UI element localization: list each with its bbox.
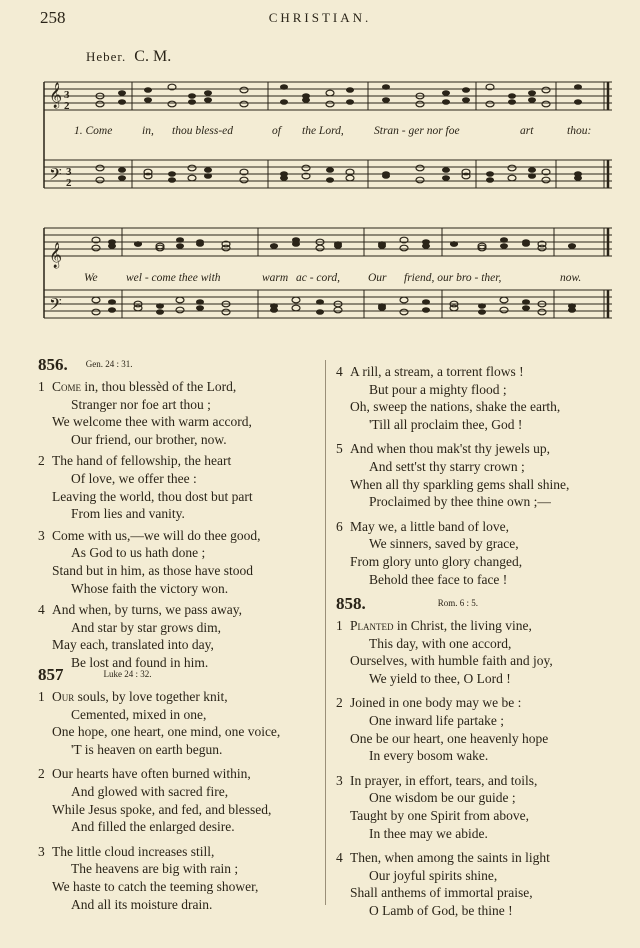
note-head xyxy=(346,175,354,181)
line: May we, a little band of love, xyxy=(350,518,509,534)
note-head xyxy=(204,167,212,173)
note-head xyxy=(382,84,390,90)
time-signature: 3 xyxy=(64,89,70,101)
note-head xyxy=(416,177,424,183)
note-head xyxy=(92,297,100,303)
line: Stranger nor foe art thou ; xyxy=(71,396,211,412)
note-head xyxy=(280,99,288,105)
line: souls, by love together knit, xyxy=(74,689,228,704)
note-head xyxy=(538,309,546,315)
music-score xyxy=(0,0,640,340)
lyric-2d: ac - cord, xyxy=(296,272,340,284)
line: Our friend, our brother, now. xyxy=(71,431,227,447)
note-head xyxy=(326,167,334,173)
lyric-2a: We xyxy=(84,272,98,284)
treble-clef-2: 𝄞 xyxy=(49,243,63,268)
stanza xyxy=(38,452,260,522)
line: Our joyful spirits shine, xyxy=(369,867,498,883)
note-head xyxy=(96,165,104,171)
lyric-1b: in, xyxy=(142,125,154,137)
lyric-1e: the Lord, xyxy=(302,125,344,137)
line: O Lamb of God, be thine ! xyxy=(369,902,513,918)
note-head xyxy=(188,165,196,171)
note-head xyxy=(92,245,100,251)
note-head xyxy=(270,307,278,313)
verse-number: 2 xyxy=(336,695,343,711)
lyric-2b: wel - come thee with xyxy=(126,272,221,284)
note-head xyxy=(302,165,310,171)
first-word: Planted xyxy=(350,618,394,633)
note-head xyxy=(96,177,104,183)
line: And star by star grows dim, xyxy=(71,619,221,635)
scripture-ref: Rom. 6 : 5. xyxy=(437,598,479,608)
line: One inward life partake ; xyxy=(369,712,504,728)
note-head xyxy=(118,175,126,181)
note-head xyxy=(508,165,516,171)
note-head xyxy=(326,177,334,183)
note-head xyxy=(292,305,300,311)
note-head xyxy=(486,177,494,183)
stanza xyxy=(38,688,280,758)
hymn-number: 856. xyxy=(38,355,68,374)
line: We haste to catch the teeming shower, xyxy=(52,878,259,894)
note-head xyxy=(96,101,104,107)
note-head xyxy=(196,299,204,305)
lyric-2g: now. xyxy=(560,272,582,284)
lyric-2f: friend, our bro - ther, xyxy=(404,272,502,284)
note-head xyxy=(326,101,334,107)
line: Leaving the world, thou dost but part xyxy=(52,488,253,504)
note-head xyxy=(156,309,164,315)
stanza xyxy=(336,694,553,764)
stanza xyxy=(38,378,260,448)
lyric-1d: of xyxy=(272,125,281,137)
line: From glory unto glory changed, xyxy=(350,553,523,569)
verse-number: 4 xyxy=(336,850,343,866)
note-head xyxy=(574,175,582,181)
stanza xyxy=(336,849,553,919)
note-head xyxy=(522,305,530,311)
running-title: CHRISTIAN. xyxy=(268,10,372,25)
note-head xyxy=(422,299,430,305)
note-head xyxy=(270,243,278,249)
note-head xyxy=(450,305,458,311)
note-head xyxy=(334,243,342,249)
line: And sett'st thy starry crown ; xyxy=(369,458,525,474)
note-head xyxy=(416,165,424,171)
note-head xyxy=(542,101,550,107)
lyric-2e: Our xyxy=(368,272,387,284)
note-head xyxy=(134,241,142,247)
scripture-ref: Gen. 24 : 31. xyxy=(85,359,133,369)
line: 'Till all proclaim thee, God ! xyxy=(369,416,523,432)
line: Then, when among the saints in light xyxy=(350,850,550,866)
line: We sinners, saved by grace, xyxy=(369,536,519,552)
hymn-856-continued xyxy=(336,360,569,588)
note-head xyxy=(188,93,196,99)
note-head xyxy=(240,87,248,93)
note-head xyxy=(478,303,486,309)
note-head xyxy=(400,309,408,315)
note-head xyxy=(118,90,126,96)
note-head xyxy=(240,177,248,183)
line: Proclaimed by thee thine own ;— xyxy=(369,494,551,510)
verse-number: 3 xyxy=(38,527,45,543)
first-word: Our xyxy=(52,689,75,704)
note-head xyxy=(542,87,550,93)
note-head xyxy=(280,175,288,181)
verse-number: 1 xyxy=(38,689,45,704)
time-signature-bass-lower: 2 xyxy=(66,177,72,189)
note-head xyxy=(486,171,494,177)
treble-clef: 𝄞 xyxy=(49,83,63,108)
note-head xyxy=(168,177,176,183)
line: And all its moisture drain. xyxy=(71,896,213,912)
note-head xyxy=(196,305,204,311)
note-head xyxy=(204,97,212,103)
note-head xyxy=(316,245,324,251)
line: In prayer, in effort, tears, and toils, xyxy=(350,772,538,788)
line: In every bosom wake. xyxy=(369,748,489,764)
note-head xyxy=(378,241,386,247)
note-head xyxy=(326,90,334,96)
line: The hand of fellowship, the heart xyxy=(52,453,232,469)
verse-number: 3 xyxy=(38,843,45,859)
note-head xyxy=(528,167,536,173)
line: in Christ, the living vine, xyxy=(393,618,532,633)
note-head xyxy=(500,243,508,249)
note-head xyxy=(92,309,100,315)
note-head xyxy=(542,177,550,183)
verse-number: 3 xyxy=(336,772,343,788)
stanza xyxy=(336,772,553,842)
line: Be lost and found in him. xyxy=(71,654,209,670)
note-head xyxy=(382,173,390,179)
line: The heavens are big with rain ; xyxy=(71,861,239,877)
hymn-number: 858. xyxy=(336,594,366,613)
line: And when thou mak'st thy jewels up, xyxy=(350,441,551,457)
note-head xyxy=(574,84,582,90)
line: And when, by turns, we pass away, xyxy=(52,602,242,618)
note-head xyxy=(378,305,386,311)
note-head xyxy=(108,299,116,305)
hymn-number: 857 xyxy=(38,665,64,684)
column-rule xyxy=(325,360,326,905)
note-head xyxy=(176,307,184,313)
note-head xyxy=(188,175,196,181)
note-head xyxy=(450,241,458,247)
line: One hope, one heart, one mind, one voice, xyxy=(52,724,281,740)
first-word: Come xyxy=(52,379,82,394)
line: We welcome thee with warm accord, xyxy=(52,414,252,430)
note-head xyxy=(346,87,354,93)
note-head xyxy=(144,87,152,93)
note-head xyxy=(118,167,126,173)
page-number: 258 xyxy=(40,8,66,27)
note-head xyxy=(500,307,508,313)
note-head xyxy=(508,99,516,105)
note-head xyxy=(568,243,576,249)
note-head xyxy=(176,243,184,249)
note-head xyxy=(522,241,530,247)
line: A rill, a stream, a torrent flows ! xyxy=(350,364,524,379)
verse-number: 2 xyxy=(38,766,45,782)
line: And glowed with sacred fire, xyxy=(71,783,229,799)
line: Our hearts have often burned within, xyxy=(52,766,251,782)
line: And filled the enlarged desire. xyxy=(71,819,235,835)
note-head xyxy=(442,99,450,105)
note-head xyxy=(108,307,116,313)
note-head xyxy=(400,245,408,251)
note-head xyxy=(500,297,508,303)
line: in, thou blessèd of the Lord, xyxy=(81,379,237,394)
note-head xyxy=(574,99,582,105)
verse-number: 2 xyxy=(38,453,45,469)
line: Of love, we offer thee : xyxy=(71,470,197,486)
note-head xyxy=(568,307,576,313)
note-head xyxy=(416,101,424,107)
note-head xyxy=(222,245,230,251)
line: Taught by one Spirit from above, xyxy=(350,807,530,823)
note-head xyxy=(144,97,152,103)
line: Whose faith the victory won. xyxy=(71,580,229,596)
note-head xyxy=(168,171,176,177)
note-head xyxy=(528,173,536,179)
note-head xyxy=(508,175,516,181)
stanza xyxy=(38,601,260,671)
tune-meter: C. M. xyxy=(134,48,172,65)
note-head xyxy=(280,84,288,90)
note-head xyxy=(522,299,530,305)
verse-number: 1 xyxy=(38,379,45,394)
line: Shall anthems of immortal praise, xyxy=(350,885,533,901)
line: We yield to thee, O Lord ! xyxy=(369,670,511,686)
hymn-857 xyxy=(38,665,280,913)
hymn-856 xyxy=(38,355,260,672)
note-head xyxy=(382,97,390,103)
note-head xyxy=(442,175,450,181)
stanza xyxy=(336,617,553,687)
line: But pour a mighty flood ; xyxy=(369,381,507,397)
note-head xyxy=(500,237,508,243)
stanza xyxy=(38,527,260,597)
line: From lies and vanity. xyxy=(71,506,185,522)
note-head xyxy=(486,101,494,107)
line: One wisdom be our guide ; xyxy=(369,790,516,806)
note-head xyxy=(240,101,248,107)
note-head xyxy=(302,97,310,103)
line: The little cloud increases still, xyxy=(52,843,215,859)
line: When all thy sparkling gems shall shine, xyxy=(350,476,570,492)
line: While Jesus spoke, and fed, and blessed, xyxy=(52,801,272,817)
verse-number: 6 xyxy=(336,518,343,534)
stanza xyxy=(336,440,569,510)
scripture-ref: Luke 24 : 32. xyxy=(103,669,152,679)
note-head xyxy=(134,305,142,311)
note-head xyxy=(334,307,342,313)
tune-name: Heber. xyxy=(86,49,127,64)
note-head xyxy=(196,241,204,247)
lyric-1f: Stran - ger nor foe xyxy=(374,125,460,137)
line: Joined in one body may we be : xyxy=(350,695,522,711)
stanza xyxy=(38,843,280,913)
lyric-1h: thou: xyxy=(567,125,592,137)
note-head xyxy=(528,90,536,96)
note-head xyxy=(400,297,408,303)
note-head xyxy=(176,297,184,303)
line: This day, with one accord, xyxy=(369,635,512,651)
note-head xyxy=(508,93,516,99)
bass-clef: 𝄢 xyxy=(49,164,62,188)
stanza xyxy=(336,518,569,588)
note-head xyxy=(442,167,450,173)
hymn-858 xyxy=(336,594,553,920)
line: May each, translated into day, xyxy=(52,637,214,653)
line: Come with us,—we will do thee good, xyxy=(52,527,261,543)
note-head xyxy=(478,309,486,315)
lyric-1a: 1. Come xyxy=(74,125,113,137)
line: Behold thee face to face ! xyxy=(369,571,508,587)
note-head xyxy=(188,99,196,105)
lyric-1c: thou bless-ed xyxy=(172,125,234,137)
line: Stand but in him, as those have stood xyxy=(52,562,253,578)
time-signature-bass: 3 xyxy=(66,166,72,178)
line: 'T is heaven on earth begun. xyxy=(71,741,223,757)
line: As God to us hath done ; xyxy=(71,545,206,561)
note-head xyxy=(422,243,430,249)
note-head xyxy=(462,87,470,93)
note-head xyxy=(346,99,354,105)
bass-clef-2: 𝄢 xyxy=(49,294,62,318)
note-head xyxy=(292,241,300,247)
note-head xyxy=(442,90,450,96)
verse-number: 4 xyxy=(38,602,45,618)
note-head xyxy=(316,309,324,315)
note-head xyxy=(222,309,230,315)
note-head xyxy=(204,173,212,179)
stanza xyxy=(336,363,569,433)
line: Cemented, mixed in one, xyxy=(71,706,207,722)
note-head xyxy=(204,90,212,96)
note-head xyxy=(168,101,176,107)
note-head xyxy=(156,303,164,309)
note-head xyxy=(528,97,536,103)
line: Ourselves, with humble faith and joy, xyxy=(350,653,553,669)
verse-number: 1 xyxy=(336,618,343,633)
stanza xyxy=(38,765,280,835)
note-head xyxy=(108,243,116,249)
note-head xyxy=(538,245,546,251)
note-head xyxy=(316,299,324,305)
verse-number: 5 xyxy=(336,441,343,457)
line: In thee may we abide. xyxy=(369,825,488,841)
note-head xyxy=(422,307,430,313)
verse-number: 4 xyxy=(336,364,343,379)
line: Oh, sweep the nations, shake the earth, xyxy=(350,399,561,415)
note-head xyxy=(118,99,126,105)
lyric-2c: warm xyxy=(262,272,289,284)
lyric-1g: art xyxy=(520,125,534,137)
time-signature-lower: 2 xyxy=(64,100,70,112)
note-head xyxy=(462,97,470,103)
note-head xyxy=(176,237,184,243)
note-head xyxy=(292,297,300,303)
line: One be our heart, one heavenly hope xyxy=(350,730,549,746)
